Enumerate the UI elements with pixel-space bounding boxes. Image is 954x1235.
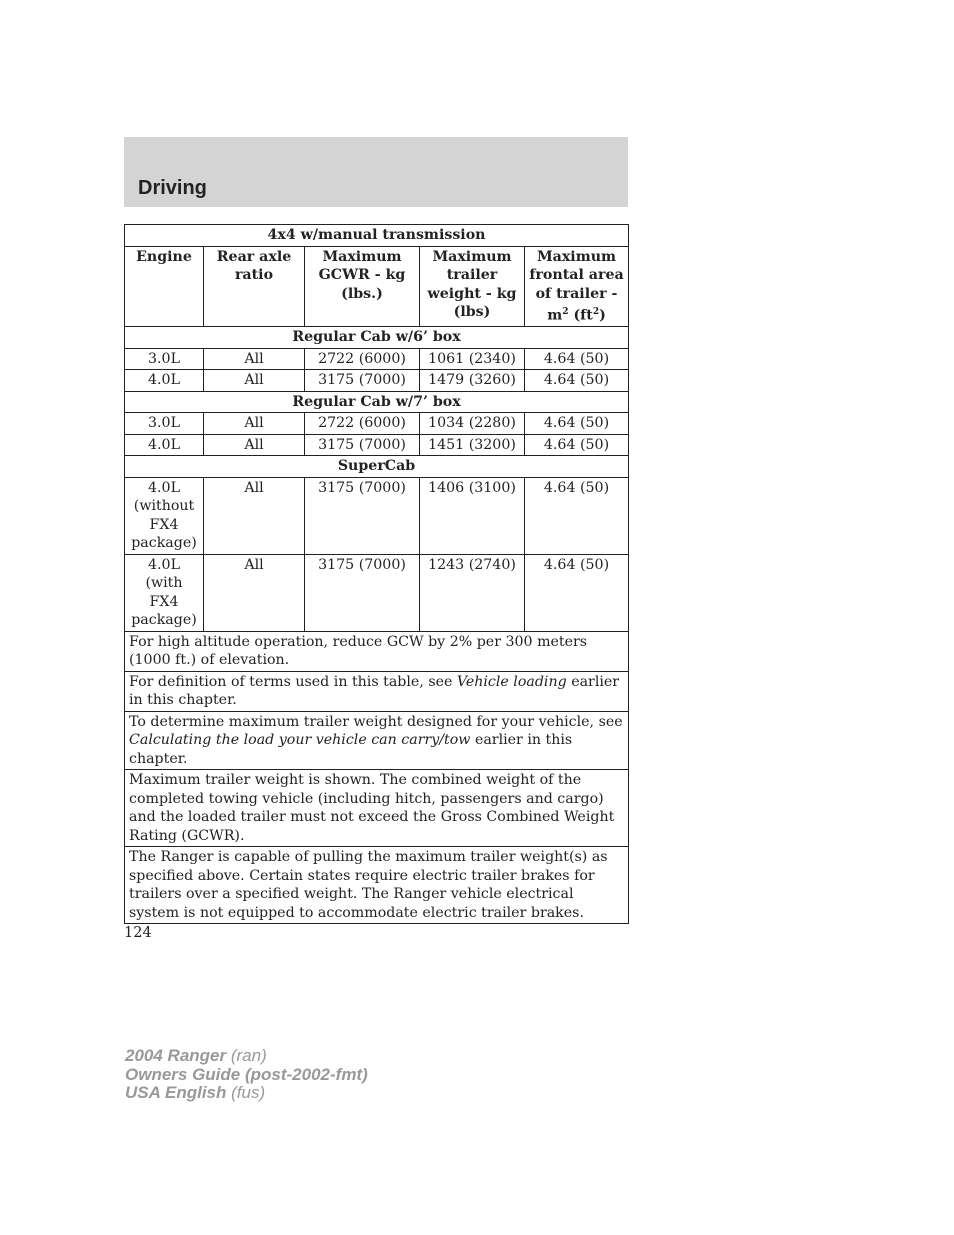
footer-language-code: (fus): [226, 1083, 266, 1102]
calculating-load-reference: Calculating the load your vehicle can carry/tow: [129, 732, 471, 749]
cell-engine: 3.0L: [125, 413, 204, 435]
page-number: 124: [124, 925, 152, 941]
table-row: [125, 477, 629, 554]
table-row: [125, 348, 629, 370]
col-header-frontal-area: [525, 246, 629, 327]
cell-gcwr: 3175 (7000): [305, 554, 420, 631]
note-row: [125, 770, 629, 847]
cell-frontal-area: 4.64 (50): [525, 348, 629, 370]
cell-trailer-weight: 1243 (2740): [420, 554, 525, 631]
note-definition-pre: For definition of terms used in this table, see: [129, 673, 457, 690]
cell-engine: 4.0L (with FX4 package): [125, 554, 204, 631]
note-determine-post: earlier in this chapter.: [129, 732, 573, 767]
note-row: [125, 847, 629, 924]
cell-trailer-weight: 1034 (2280): [420, 413, 525, 435]
cell-axle: All: [204, 348, 305, 370]
cell-axle: All: [204, 477, 305, 554]
cell-engine: 4.0L: [125, 434, 204, 456]
col-header-axle: Rear axle ratio: [204, 246, 305, 327]
vehicle-loading-reference: Vehicle loading: [456, 673, 567, 690]
table-caption: 4x4 w/manual transmission: [125, 225, 629, 247]
footer-guide: Owners Guide (post-2002-fmt): [125, 1064, 368, 1084]
note-determine-pre: To determine maximum trailer weight designed for your vehicle, see: [129, 713, 623, 730]
frontal-area-end: ): [599, 307, 606, 324]
footer-language: USA English: [125, 1083, 227, 1102]
col-header-engine: Engine: [125, 246, 204, 327]
note-row: [125, 711, 629, 770]
table-row: [125, 370, 629, 392]
note-definition-post: earlier in this chapter.: [129, 673, 620, 709]
table-row: [125, 434, 629, 456]
footer-model: 2004 Ranger: [125, 1046, 227, 1065]
cell-engine: 4.0L: [125, 370, 204, 392]
note-max-weight: Maximum trailer weight is shown. The combined weight of the completed towing vehicle (including hitch, passengers and cargo) and the loaded trailer must not exceed the Gross Combined Weight Rating (GCWR).: [125, 770, 629, 847]
cell-trailer-weight: 1451 (3200): [420, 434, 525, 456]
cell-axle: All: [204, 413, 305, 435]
table-caption-row: [125, 225, 629, 247]
frontal-area-sup: 2: [562, 307, 569, 317]
cell-gcwr: 2722 (6000): [305, 348, 420, 370]
cell-frontal-area: 4.64 (50): [525, 370, 629, 392]
section-row: [125, 327, 629, 349]
frontal-area-sup2: 2: [592, 307, 600, 317]
footer-line-1: [125, 1047, 368, 1066]
cell-frontal-area: 4.64 (50): [525, 434, 629, 456]
frontal-area-mid: (ft: [568, 307, 593, 324]
section-title: Driving: [138, 177, 207, 199]
cell-axle: All: [204, 554, 305, 631]
footer-line-3: [125, 1084, 368, 1103]
cell-frontal-area: 4.64 (50): [525, 554, 629, 631]
note-definition: [125, 671, 629, 711]
cell-gcwr: 2722 (6000): [305, 413, 420, 435]
cell-frontal-area: 4.64 (50): [525, 477, 629, 554]
section-row: [125, 391, 629, 413]
section-title-supercab: SuperCab: [125, 456, 629, 478]
note-altitude: For high altitude operation, reduce GCW by 2% per 300 meters (1000 ft.) of elevation.: [125, 631, 629, 671]
col-header-trailer-weight: Maximum trailer weight - kg (lbs): [420, 246, 525, 327]
cell-axle: All: [204, 434, 305, 456]
towing-spec-table: [124, 224, 629, 924]
section-title-7ft: Regular Cab w/7’ box: [125, 391, 629, 413]
section-row: [125, 456, 629, 478]
section-title-6ft: Regular Cab w/6’ box: [125, 327, 629, 349]
note-row: [125, 631, 629, 671]
cell-trailer-weight: 1406 (3100): [420, 477, 525, 554]
cell-gcwr: 3175 (7000): [305, 477, 420, 554]
note-ranger: The Ranger is capable of pulling the maximum trailer weight(s) as specified above. Certain states require electric trailer brakes for trailers over a specified weight. The Ranger vehicle electrical system is not equipped to accommodate electric trailer brakes.: [125, 847, 629, 924]
table-row: [125, 413, 629, 435]
note-row: [125, 671, 629, 711]
cell-engine: 4.0L (without FX4 package): [125, 477, 204, 554]
footer-line-2: [125, 1066, 368, 1085]
note-determine: [125, 711, 629, 770]
cell-gcwr: 3175 (7000): [305, 434, 420, 456]
cell-trailer-weight: 1061 (2340): [420, 348, 525, 370]
table-header-row: [125, 246, 629, 327]
frontal-area-label: Maximum frontal area of trailer - m: [529, 248, 624, 324]
col-header-gcwr: Maximum GCWR - kg (lbs.): [305, 246, 420, 327]
cell-engine: 3.0L: [125, 348, 204, 370]
section-header: [124, 137, 628, 207]
cell-frontal-area: 4.64 (50): [525, 413, 629, 435]
cell-trailer-weight: 1479 (3260): [420, 370, 525, 392]
footer-model-code: (ran): [226, 1046, 267, 1065]
cell-axle: All: [204, 370, 305, 392]
document-footer: [125, 1047, 368, 1103]
cell-gcwr: 3175 (7000): [305, 370, 420, 392]
table-row: [125, 554, 629, 631]
